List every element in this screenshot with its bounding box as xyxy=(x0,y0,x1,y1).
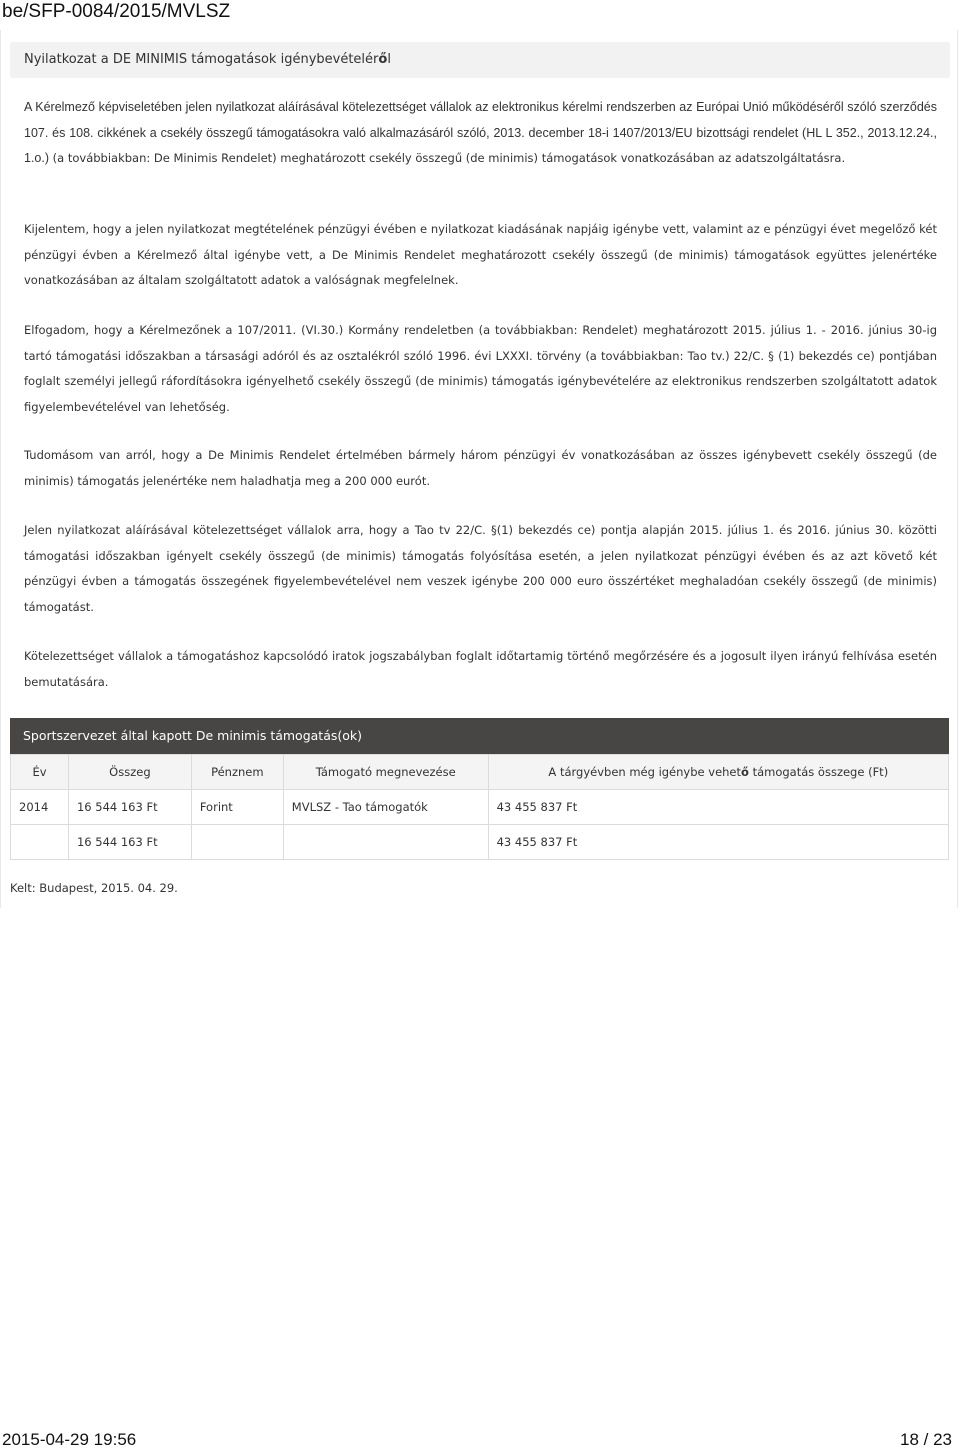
table-total-row xyxy=(11,825,949,860)
column-header-year: Év xyxy=(11,755,69,790)
paragraph-acceptance: Elfogadom, hogy a Kérelmezőnek a 107/2011. (VI.30.) Kormány rendeletben (a továbbiakban: Rendelet) meghatározott 2015. július 1. - 2016. június 30-ig tartó támogatási időszakban a társasági adóról és az osztalékról szóló 1996. évi LXXXI. törvény (a továbbiakban: Tao tv.) 22/C. § (1) bekezdés ce) pontjában foglalt személyi jellegű ráfordításokra igényelhető csekély összegű (de minimis) támogatás igénybevételére az elektronikus rendszerben szolgáltatott adatok figyelembevételével van lehetőség. xyxy=(24,323,937,414)
column-header-grantor: Támogató megnevezése xyxy=(283,755,488,790)
paragraph-document-retention: Kötelezettséget vállalok a támogatáshoz kapcsolódó iratok jogszabályban foglalt időtartamig történő megőrzésére és a jogosult ilyen irányú felhívása esetén bemutatására. xyxy=(24,649,937,689)
cell-year: 2014 xyxy=(11,790,69,825)
column-header-currency: Pénznem xyxy=(191,755,283,790)
table-row xyxy=(11,790,949,825)
table-header-row xyxy=(11,755,949,790)
cell-currency xyxy=(191,825,283,860)
paragraph-declaration: Kijelentem, hogy a jelen nyilatkozat megtételének pénzügyi évében e nyilatkozat kiadásának napjáig igénybe vett, valamint az e pénzügyi évet megelőző két pénzügyi évben a Kérelmező által igénybe vett, a De Minimis Rendelet meghatározott csekély összegű (de minimis) támogatások együttes jelenértéke vonatkozásában az általam szolgáltatott adatok a valóságnak megfelelnek. xyxy=(24,222,937,287)
cell-amount: 16 544 163 Ft xyxy=(68,825,191,860)
paragraph-awareness: Tudomásom van arról, hogy a De Minimis Rendelet értelmében bármely három pénzügyi év vonatkozásában az összes igénybevett csekély összegű (de minimis) támogatás jelenértéke nem haladhatja meg a 200 000 eurót. xyxy=(24,448,937,488)
footer-timestamp: 2015-04-29 19:56 xyxy=(2,1430,137,1449)
cell-currency: Forint xyxy=(191,790,283,825)
cell-amount: 16 544 163 Ft xyxy=(68,790,191,825)
paragraph-de-minimis-intro: A Kérelmező képviseletében jelen nyilatkozat aláírásával kötelezettséget vállalok az elektronikus kérelmi rendszerben az Európai Unió működéséről szóló szerződés 107. és 108. cikkének a csekély összegű támogatásokra való alkalmazásáról szóló, 2013. december 18-i 1407/2013/EU bizottsági rendelet (HL L 352., 2013.12.24., 1.o.) (a továbbiakban: De Minimis Rendelet) meghatározott csekély összegű (de minimis) támogatások vonatkozásában az adatszolgáltatásra. xyxy=(24,100,937,165)
cell-grantor: MVLSZ - Tao támogatók xyxy=(283,790,488,825)
footer-page-number: 18 / 23 xyxy=(900,1430,952,1449)
section-title: Nyilatkozat a DE MINIMIS támogatások igénybevételéről xyxy=(10,42,950,78)
cell-remaining: 43 455 837 Ft xyxy=(488,790,948,825)
column-header-remaining: A tárgyévben még igénybe vehető támogatás összege (Ft) xyxy=(488,755,948,790)
document-id: be/SFP-0084/2015/MVLSZ xyxy=(2,1,231,22)
column-header-amount: Összeg xyxy=(68,755,191,790)
cell-remaining: 43 455 837 Ft xyxy=(488,825,948,860)
place-date: Kelt: Budapest, 2015. 04. 29. xyxy=(10,881,178,895)
de-minimis-table xyxy=(10,754,949,860)
paragraph-commitment: Jelen nyilatkozat aláírásával kötelezettséget vállalok arra, hogy a Tao tv 22/C. §(1) bekezdés ce) pontja alapján 2015. július 1. és 2016. június 30. közötti támogatási időszakban igényelt csekély összegű (de minimis) támogatás folyósítása esetén, a jelen nyilatkozat pénzügyi évében és az azt követő két pénzügyi évben a támogatás összegének figyelembevételével nem veszek igénybe 200 000 euro összértéket meghaladóan csekély összegű (de minimis) támogatást. xyxy=(24,523,937,614)
table-title: Sportszervezet által kapott De minimis támogatás(ok) xyxy=(10,718,949,754)
cell-year xyxy=(11,825,69,860)
cell-grantor xyxy=(283,825,488,860)
